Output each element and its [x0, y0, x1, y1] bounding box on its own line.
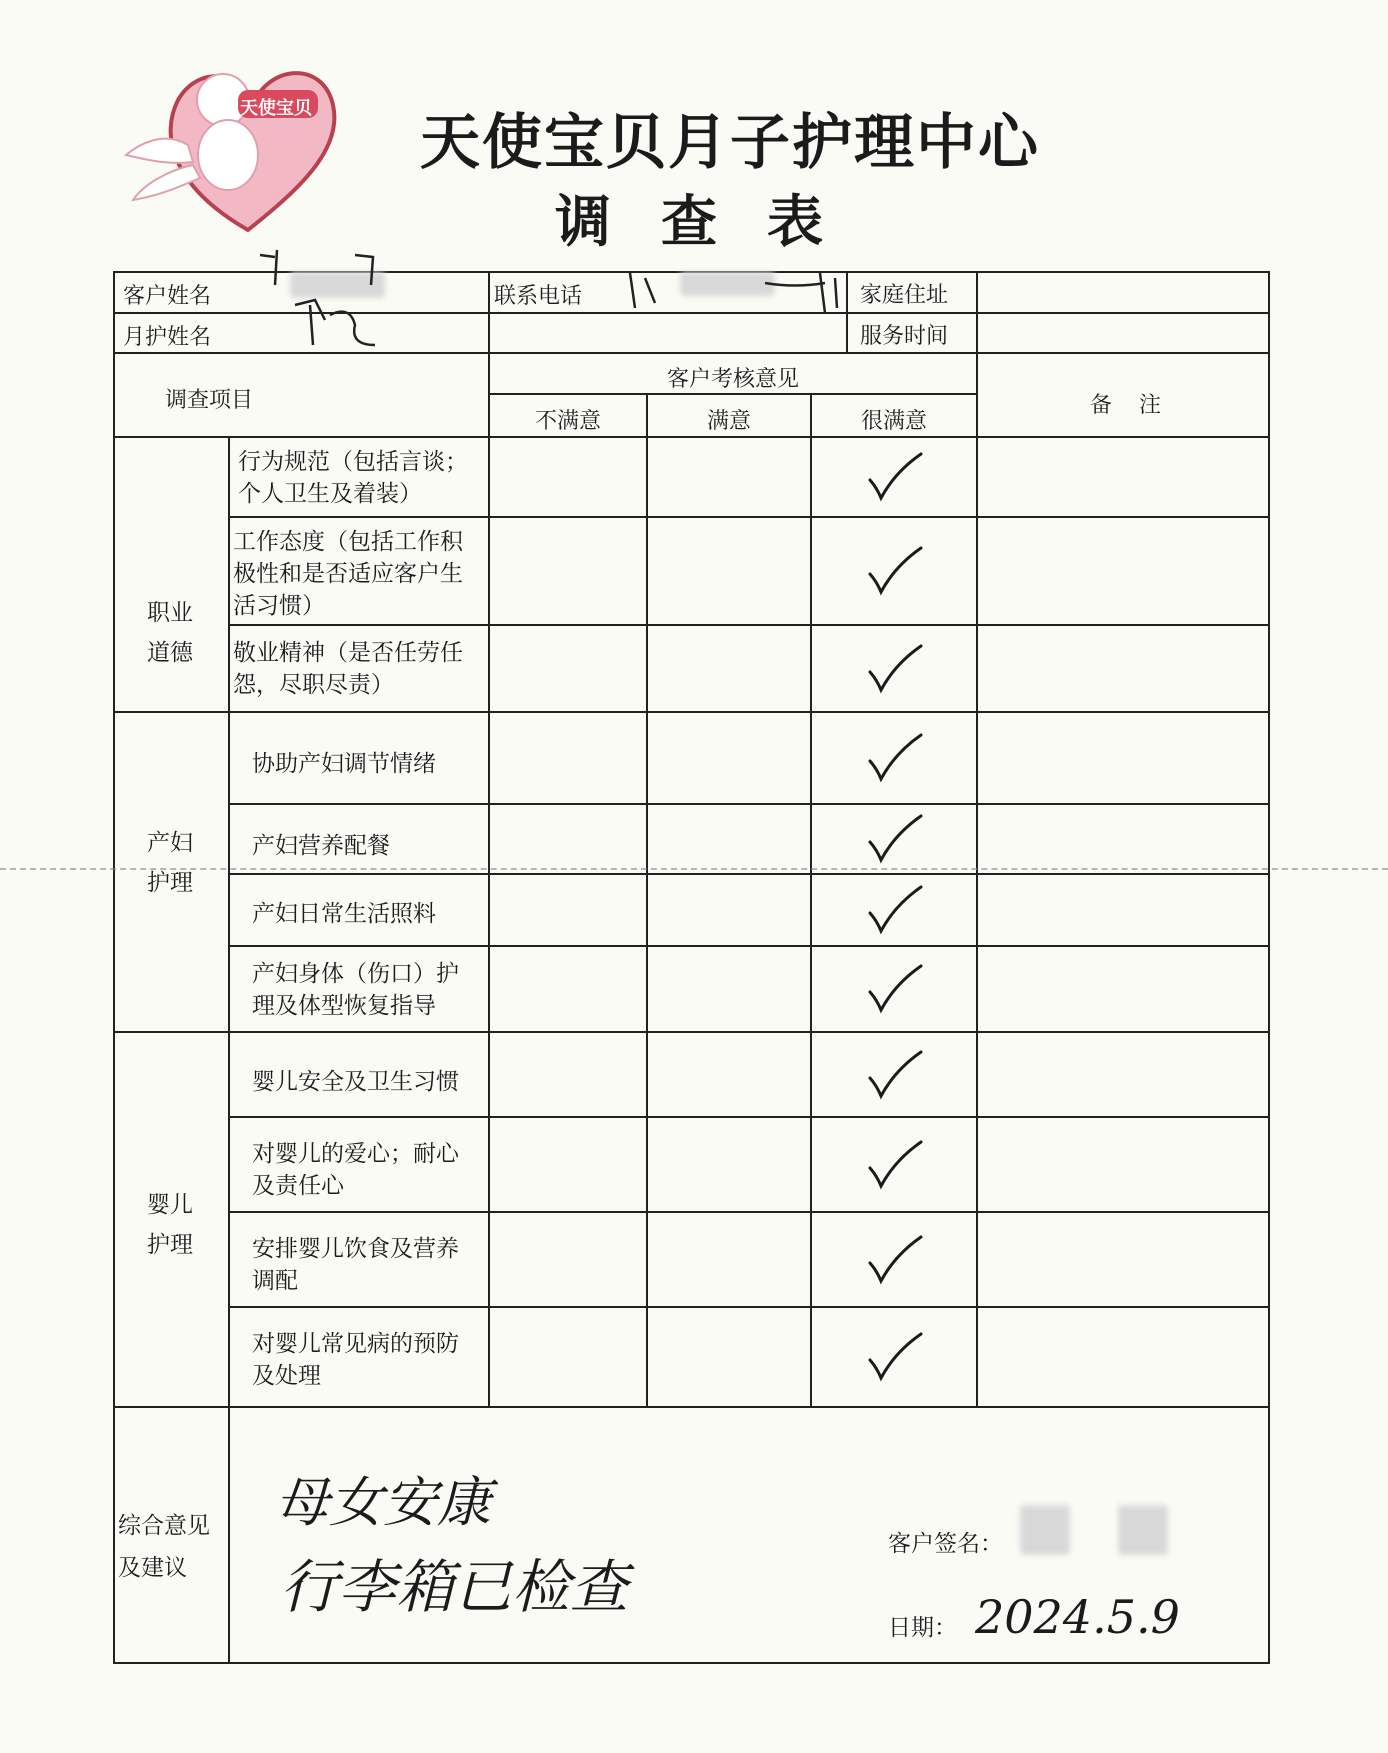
check-mark-icon [865, 1233, 925, 1288]
page-title: 天使宝贝月子护理中心 [420, 108, 1040, 178]
handwritten-phone-scribble [625, 268, 845, 318]
customer-name-label: 客户姓名 [123, 284, 212, 309]
check-mark-icon [865, 883, 925, 938]
handwritten-date: 2024.5.9 [975, 1590, 1180, 1644]
check-mark-icon [865, 731, 925, 786]
item-emotion-support: 协助产妇调节情绪 [252, 751, 436, 777]
check-mark-icon [865, 642, 925, 697]
remarks-header: 备 注 [1090, 393, 1171, 418]
item-infant-safety: 婴儿安全及卫生习惯 [252, 1069, 459, 1095]
nurse-name-label: 月护姓名 [123, 325, 212, 350]
group-professional-ethics: 职业 道德 [147, 600, 193, 666]
check-mark-icon [865, 1048, 925, 1103]
handwritten-comment-line-1: 母女安康 [275, 1471, 491, 1534]
check-mark-icon [865, 1330, 925, 1385]
check-mark-icon [865, 450, 925, 505]
check-mark-icon [865, 812, 925, 867]
redacted-signature-2 [1118, 1505, 1168, 1555]
phone-label: 联系电话 [494, 284, 583, 309]
item-behavior: 行为规范（包括言谈； 个人卫生及着装） [238, 449, 468, 507]
signature-label: 客户签名： [888, 1531, 1003, 1557]
group-infant-care: 婴儿 护理 [147, 1192, 193, 1258]
rating-header-unsatisfied: 不满意 [534, 409, 601, 434]
group-maternal-care: 产妇 护理 [147, 830, 193, 896]
check-mark-icon [865, 544, 925, 599]
handwritten-comment-line-2: 行李箱已检查 [280, 1553, 629, 1621]
date-label: 日期： [888, 1615, 957, 1641]
item-nutrition-meals: 产妇营养配餐 [252, 833, 390, 859]
logo-text: 天使宝贝 [240, 98, 312, 119]
survey-item-header: 调查项目 [165, 388, 254, 413]
item-work-attitude: 工作态度（包括工作积 极性和是否适应客户生 活习惯） [233, 529, 463, 619]
service-time-label: 服务时间 [860, 324, 949, 349]
rating-header-very-satisfied: 很满意 [860, 409, 927, 434]
item-infant-feeding: 安排婴儿饮食及营养 调配 [252, 1236, 459, 1294]
check-mark-icon [865, 962, 925, 1017]
check-mark-icon [865, 1138, 925, 1193]
handwritten-name-scribble [255, 245, 385, 360]
redacted-signature-1 [1020, 1505, 1070, 1555]
page-subtitle: 调查表 [555, 190, 873, 255]
item-dedication: 敬业精神（是否任劳任 怨，尽职尽责） [233, 640, 463, 698]
item-infant-love: 对婴儿的爱心；耐心 及责任心 [252, 1141, 459, 1199]
item-body-recovery: 产妇身体（伤口）护 理及体型恢复指导 [252, 961, 459, 1019]
item-infant-illness: 对婴儿常见病的预防 及处理 [252, 1331, 459, 1389]
item-daily-care: 产妇日常生活照料 [252, 901, 436, 927]
rating-header-satisfied: 满意 [706, 409, 751, 434]
address-label: 家庭住址 [860, 283, 949, 308]
customer-opinion-header: 客户考核意见 [666, 367, 799, 392]
comments-label: 综合意见 及建议 [118, 1513, 210, 1581]
